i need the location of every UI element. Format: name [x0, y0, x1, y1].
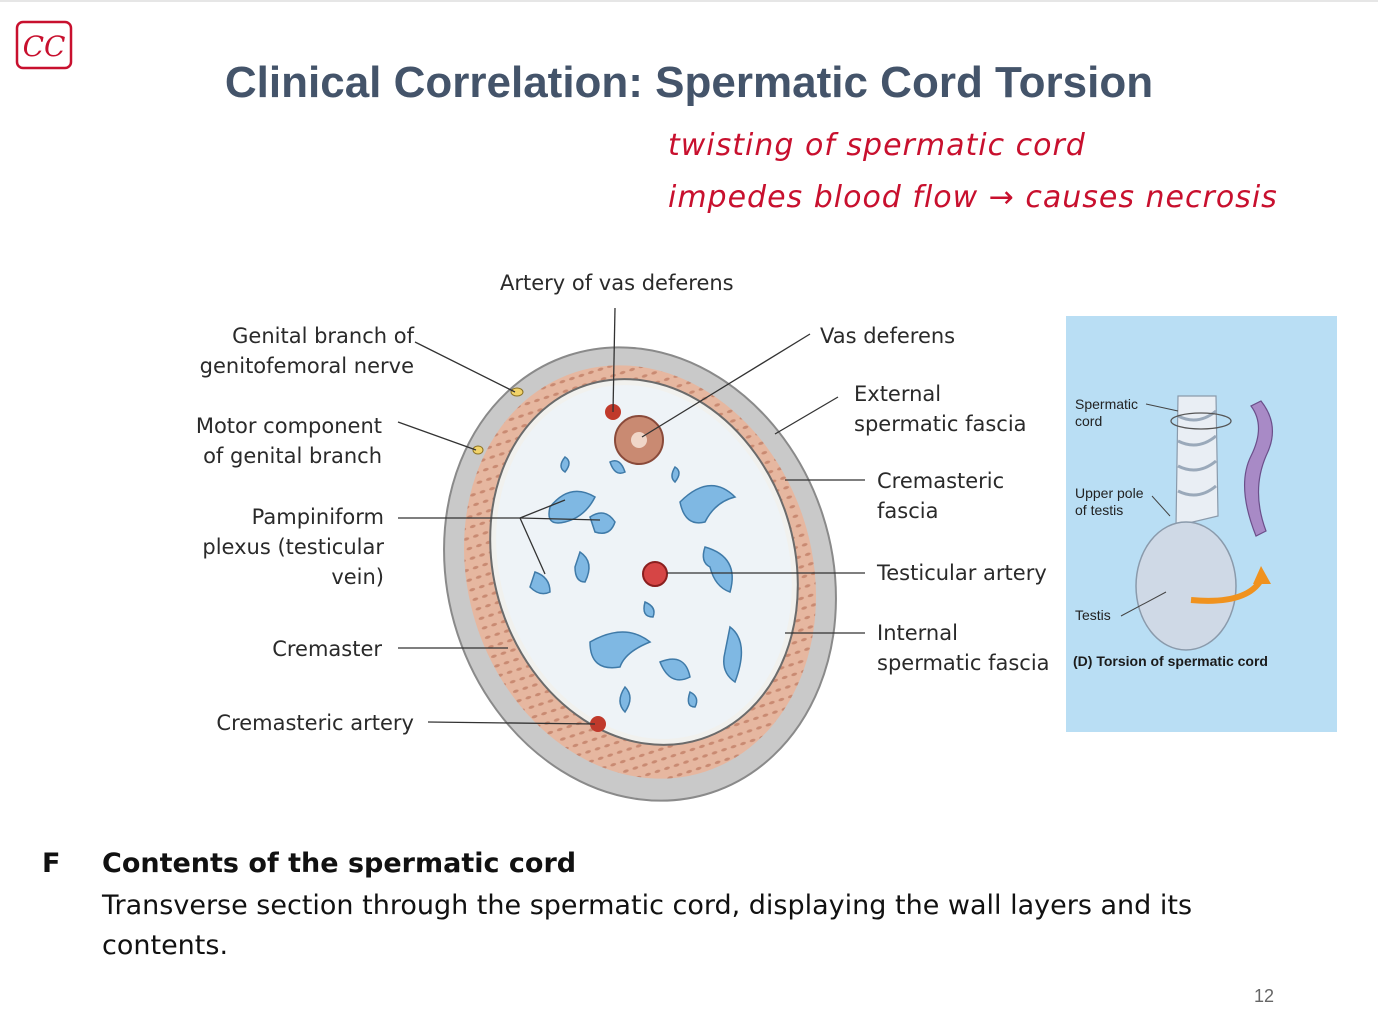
- label-internal-spermatic-fascia: Internal spermatic fascia: [877, 621, 1050, 675]
- label-artery-of-vas-deferens: Artery of vas deferens: [500, 271, 734, 295]
- vas-deferens-lumen: [631, 432, 647, 448]
- label-cremasteric-artery: Cremasteric artery: [216, 711, 414, 735]
- label-upper-pole-of-testis: Upper pole of testis: [1075, 485, 1144, 518]
- torsion-figure-panel: [1066, 316, 1337, 732]
- figure-letter: F: [42, 848, 61, 879]
- testicular-artery-shape: [643, 562, 667, 586]
- label-testis: Testis: [1075, 607, 1111, 623]
- figure-description: Transverse section through the spermatic cord, displaying the wall layers and its contents.: [102, 890, 1193, 961]
- label-pampiniform-plexus: Pampiniform plexus (testicular vein): [202, 505, 384, 589]
- label-cremaster: Cremaster: [272, 637, 382, 661]
- handwritten-note-2: impedes blood flow → causes necrosis: [668, 180, 1278, 215]
- torsion-caption: (D) Torsion of spermatic cord: [1073, 653, 1268, 669]
- label-motor-component: Motor component of genital branch: [195, 414, 382, 468]
- slide-title: Clinical Correlation: Spermatic Cord Torsion: [224, 58, 1154, 107]
- torsion-illustration: [1066, 316, 1337, 732]
- label-spermatic-cord: Spermatic cord: [1075, 396, 1139, 429]
- label-testicular-artery: Testicular artery: [877, 561, 1047, 585]
- top-border: [0, 0, 1378, 2]
- handwritten-note-1: twisting of spermatic cord: [668, 128, 1086, 163]
- label-genital-branch: Genital branch of genitofemoral nerve: [199, 324, 414, 378]
- figure-title: Contents of the spermatic cord: [102, 848, 577, 879]
- label-vas-deferens: Vas deferens: [820, 324, 956, 348]
- label-external-spermatic-fascia: External spermatic fascia: [854, 382, 1027, 436]
- genital-branch-nerve-shape: [511, 388, 523, 396]
- label-cremasteric-fascia: Cremasteric fascia: [877, 469, 1005, 523]
- svg-text:CC: CC: [22, 30, 66, 63]
- page-number: 12: [1254, 986, 1275, 1006]
